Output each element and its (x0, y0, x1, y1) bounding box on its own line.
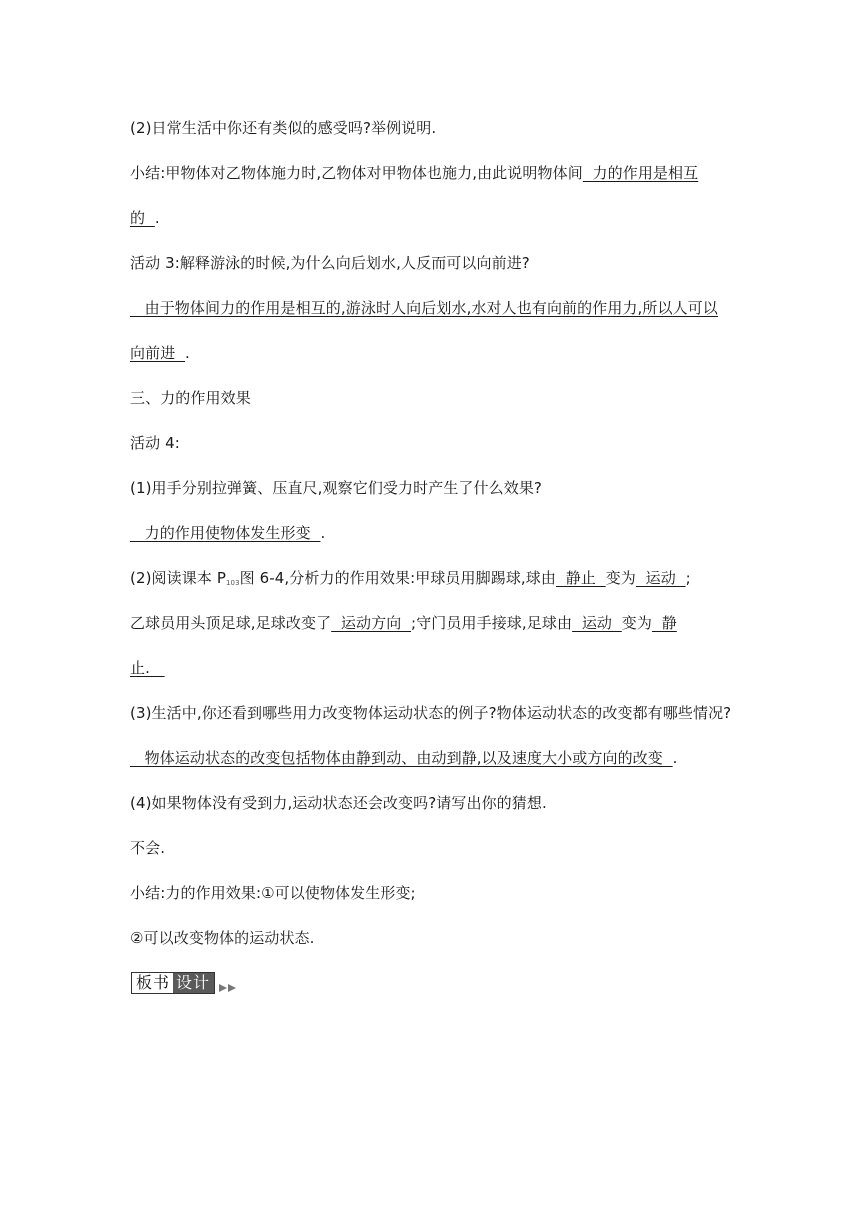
badge-left-label: 板书 (132, 973, 173, 993)
answer-blank: 运动方向 (331, 614, 412, 632)
board-design-badge (131, 971, 237, 995)
summary-effects-line-2: ②可以改变物体的运动状态. (130, 929, 315, 947)
text-segment: 图 6-4,分析力的作用效果:甲球员用脚踢球,球由 (239, 569, 556, 587)
answer-blank: 运动 (572, 614, 622, 632)
question-2-continued-line (130, 613, 677, 633)
answer-blank: 向前进 (130, 344, 186, 362)
answer-blank: 由于物体间力的作用是相互的,游泳时人向后划水,水对人也有向前的作用力,所以人可以 (130, 299, 718, 317)
answer-line-3 (130, 523, 325, 543)
page-subscript: 103 (225, 579, 240, 587)
question-3-line: (3)生活中,你还看到哪些用力改变物体运动状态的例子?物体运动状态的改变都有哪些情况? (130, 704, 732, 722)
period: . (185, 344, 190, 362)
activity-4-heading: 活动 4: (130, 434, 180, 452)
period: . (320, 524, 326, 542)
double-arrow-icon (219, 984, 237, 992)
text-segment: 乙球员用头顶足球,足球改变了 (130, 614, 332, 632)
question-2-reading-line (130, 568, 691, 593)
answer-blank: 力的作用使物体发生形变 (130, 524, 321, 542)
activity-3-line: 活动 3:解释游泳的时候,为什么向后划水,人反而可以向前进? (130, 254, 530, 272)
text-segment: 变为 (605, 569, 636, 587)
answer-blank: 止. (130, 659, 165, 677)
text-segment: (2)阅读课本 P (130, 569, 226, 587)
section-3-heading: 三、力的作用效果 (130, 389, 251, 407)
question-4-line: (4)如果物体没有受到力,运动状态还会改变吗?请写出你的猜想. (130, 794, 547, 812)
answer-blank: 物体运动状态的改变包括物体由静到动、由动到静,以及速度大小或方向的改变 (130, 749, 673, 767)
question-2-line: (2)日常生活中你还有类似的感受吗?举例说明. (130, 119, 437, 137)
answer-line-2 (130, 343, 190, 363)
text-segment: 变为 (621, 614, 652, 632)
badge-box (131, 972, 215, 994)
answer-line-4 (130, 748, 678, 768)
answer-line-5: 不会. (130, 839, 166, 857)
answer-blank: 的 (130, 209, 155, 227)
text-segment: ;守门员用手接球,足球由 (411, 614, 573, 632)
badge-right-label: 设计 (173, 973, 214, 993)
summary-line-1 (130, 163, 698, 183)
question-2-end-line (130, 658, 165, 678)
answer-blank: 静 (651, 614, 677, 632)
period: . (154, 209, 160, 227)
summary-line-2 (130, 208, 160, 228)
question-1-line: (1)用手分别拉弹簧、压直尺,观察它们受力时产生了什么效果? (130, 479, 542, 497)
answer-blank: 静止 (556, 569, 606, 587)
summary-text: 小结:甲物体对乙物体施力时,乙物体对甲物体也施力,由此说明物体间 (130, 164, 583, 182)
answer-blank: 力的作用是相互 (582, 164, 699, 182)
answer-blank: 运动 (635, 569, 686, 587)
summary-effects-line-1: 小结:力的作用效果:①可以使物体发生形变; (130, 884, 416, 902)
text-segment: ; (685, 569, 691, 587)
period: . (672, 749, 678, 767)
answer-line-1 (130, 298, 718, 318)
